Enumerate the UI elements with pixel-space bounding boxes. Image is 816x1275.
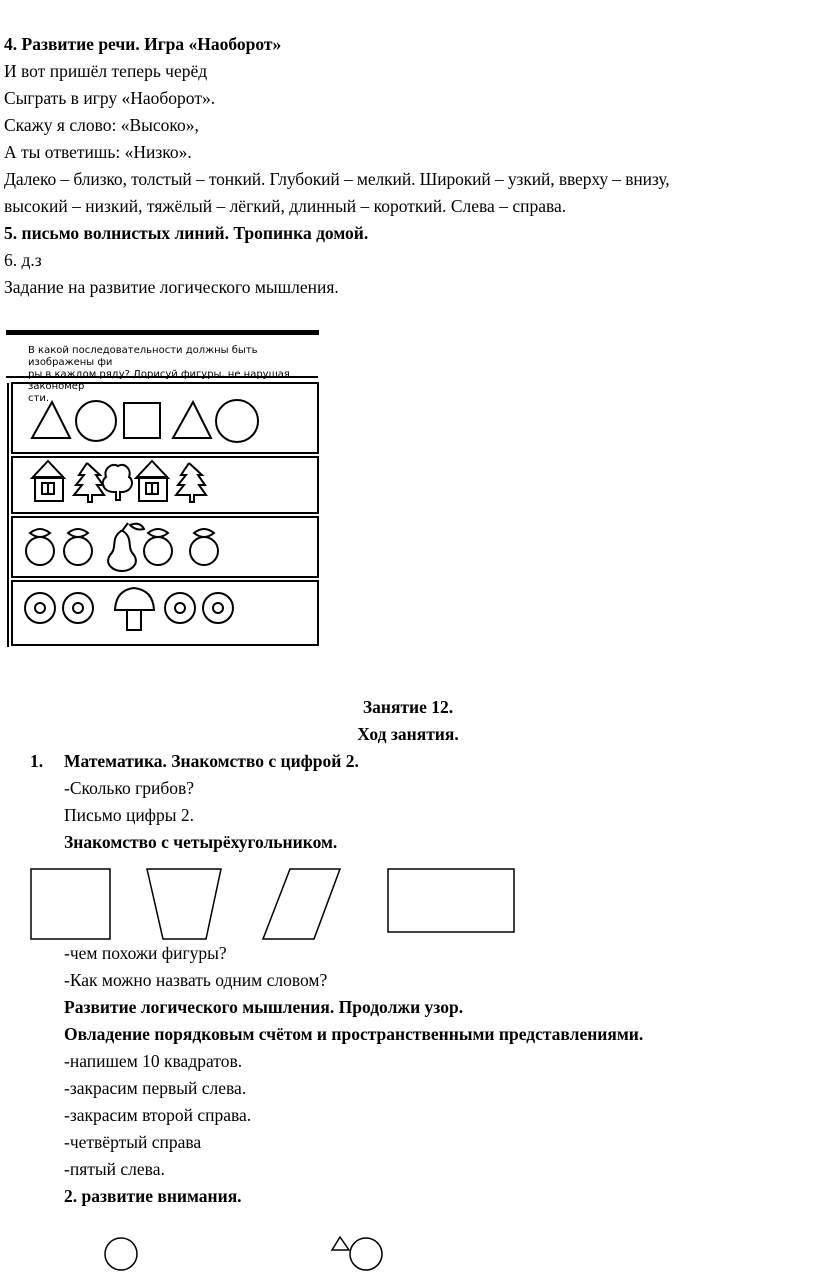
antonym-pairs-line: высокий – низкий, тяжёлый – лёгкий, длинный – короткий. Слева – справа. — [4, 196, 567, 216]
step-line: -четвёртый справа — [64, 1132, 202, 1152]
lesson-title: Занятие 12. — [362, 697, 454, 717]
attention-heading: 2. развитие внимания. — [64, 1186, 242, 1206]
step-line: -закрасим второй справа. — [64, 1105, 252, 1125]
poem-line: Сыграть в игру «Наоборот». — [4, 88, 216, 108]
triangle-shape — [332, 1237, 349, 1250]
ordinal-heading: Овладение порядковым счётом и пространственными представлениями. — [64, 1024, 644, 1044]
quadrilateral-heading: Знакомство с четырёхугольником. — [64, 832, 338, 852]
item-math-heading: Математика. Знакомство с цифрой 2. — [64, 751, 359, 771]
attention-figure — [0, 1230, 816, 1275]
rectangle-shape — [388, 869, 514, 932]
circle-shape — [350, 1238, 382, 1270]
question-line: -Как можно назвать одним словом? — [64, 970, 328, 990]
instruction-line: В какой последовательности должны быть изображены фи — [28, 345, 258, 368]
step-line: -напишем 10 квадратов. — [64, 1051, 243, 1071]
instruction-line: ры в каждом ряду? Дорисуй фигуры, не нарушая закономер — [28, 369, 290, 392]
trapezoid-shape — [147, 869, 221, 939]
circle-shape — [105, 1238, 137, 1270]
poem-line: А ты ответишь: «Низко». — [4, 142, 192, 162]
poem-line: Скажу я слово: «Высоко», — [4, 115, 199, 135]
square-shape — [31, 869, 110, 939]
antonym-pairs-line: Далеко – близко, толстый – тонкий. Глубокий – мелкий. Широкий – узкий, вверху – внизу, — [4, 169, 670, 189]
worksheet-instruction — [28, 345, 326, 405]
poem-line: И вот пришёл теперь черёд — [4, 61, 208, 81]
question-line: -Сколько грибов? — [64, 778, 195, 798]
lesson-subtitle: Ход занятия. — [357, 724, 459, 744]
step-line: -закрасим первый слева. — [64, 1078, 247, 1098]
step-line: -пятый слева. — [64, 1159, 165, 1179]
question-line: -чем похожи фигуры? — [64, 943, 227, 963]
instruction-line: сти. — [28, 393, 50, 404]
heading-speech-game: 4. Развитие речи. Игра «Наоборот» — [4, 34, 282, 54]
parallelogram-shape — [263, 869, 340, 939]
homework-label: 6. д.з — [4, 250, 42, 270]
worksheet-image — [0, 325, 330, 655]
logic-heading: Развитие логического мышления. Продолжи узор. — [64, 997, 464, 1017]
heading-wavy-lines: 5. письмо волнистых линий. Тропинка домой. — [4, 223, 369, 243]
quadrilaterals-figure — [0, 862, 816, 942]
instruction-line: Письмо цифры 2. — [64, 805, 195, 825]
list-number: 1. — [30, 751, 44, 771]
task-label: Задание на развитие логического мышления. — [4, 277, 339, 297]
